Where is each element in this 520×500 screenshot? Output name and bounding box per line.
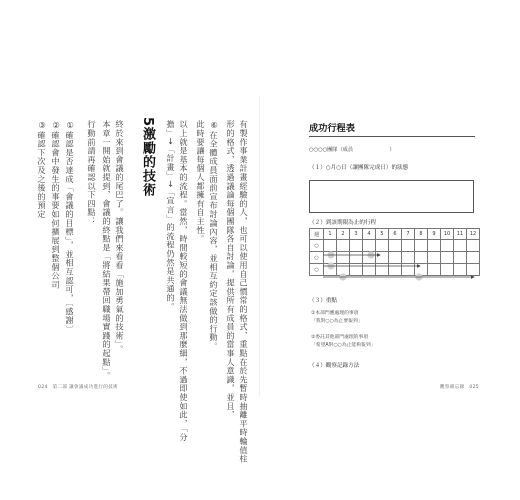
header-cell: 8 bbox=[415, 229, 428, 240]
text-column: 終於來到會議的尾巴了。讓我們來看看「施加勇氣的技術」。 bbox=[115, 120, 125, 354]
heading-text: 激勵的技術 bbox=[140, 127, 155, 198]
text-column: 本章一開始就提到，會議的終點是「將結果帶回職場實踐的起點」。 bbox=[102, 120, 112, 380]
point-2-text: 「希望A對○○為止能夠報到」 bbox=[311, 343, 376, 348]
section-2-title: （２）到該期限為止的行程 bbox=[309, 220, 377, 226]
section-3-title: （３）重點 bbox=[309, 298, 337, 304]
page-title: 成功行程表 bbox=[309, 123, 355, 134]
row-label: ○ bbox=[310, 240, 324, 252]
header-cell: 1 bbox=[324, 229, 337, 240]
header-cell: 7 bbox=[402, 229, 415, 240]
header-cell: 3 bbox=[350, 229, 363, 240]
right-footer: 觀察備忘錄 025 bbox=[440, 385, 480, 390]
header-cell: 12 bbox=[467, 229, 480, 240]
header-cell: 週 bbox=[310, 229, 324, 240]
heading-number: 5 bbox=[140, 117, 155, 128]
header-cell: 9 bbox=[428, 229, 441, 240]
team-label: ○○○○團隊（成員 ） bbox=[309, 147, 395, 153]
text-column: 形的格式，透過議論每個團隊各自討論，提供所有成員的當事人意識，並且， bbox=[226, 120, 236, 420]
text-column: 此時要讓每個人都擁有自主性。 bbox=[196, 120, 206, 244]
text-column: 行動前請再確認以下四點： bbox=[87, 120, 97, 226]
point-2-title: ②委託其他部門處理的事項 bbox=[311, 335, 369, 340]
list-item: ③確認下次及之後的預定 bbox=[37, 120, 47, 219]
text-column: 以上就是基本的流程。當然，時間較短的會議無法做到那麼細，不過即使如此，「分 bbox=[179, 120, 189, 442]
row-label: ○ bbox=[310, 264, 324, 276]
text-column: 有製作事業計畫經驗的人，也可以使用自己慣常的格式，重點在於先暫時抽離平時輪值柱 bbox=[239, 120, 249, 464]
header-cell: 11 bbox=[454, 229, 467, 240]
header-cell: 5 bbox=[376, 229, 389, 240]
header-cell: 6 bbox=[389, 229, 402, 240]
section-1-title: （１）○月○日（讓團隊完成日）的狀態 bbox=[309, 165, 409, 171]
text-column: ⑥在全體成員面前宣布討論內容，並相互約定該做的行動。 bbox=[209, 120, 219, 351]
header-cell: 10 bbox=[441, 229, 454, 240]
list-item: ①確認是否達成「會議的目標」，並相互認可，〔感謝〕 bbox=[65, 120, 75, 334]
point-1-text: 「我對○○為止要報到」 bbox=[311, 319, 363, 324]
text-column: 擔」→「計畫」→「宣言」的流程仍然是共通的。 bbox=[166, 120, 176, 311]
point-1-title: ①本部門應處理的事項 bbox=[311, 311, 359, 316]
list-item: ②確認會中發生的事要如何擴展到整個公司 bbox=[51, 120, 61, 289]
section-4-title: （４）觀察記錄方法 bbox=[309, 363, 360, 369]
left-footer: 024 第二部 讓會議成功進行的技術 bbox=[38, 385, 118, 390]
header-cell: 4 bbox=[363, 229, 376, 240]
row-label: ○ bbox=[310, 252, 324, 264]
header-cell: 2 bbox=[337, 229, 350, 240]
